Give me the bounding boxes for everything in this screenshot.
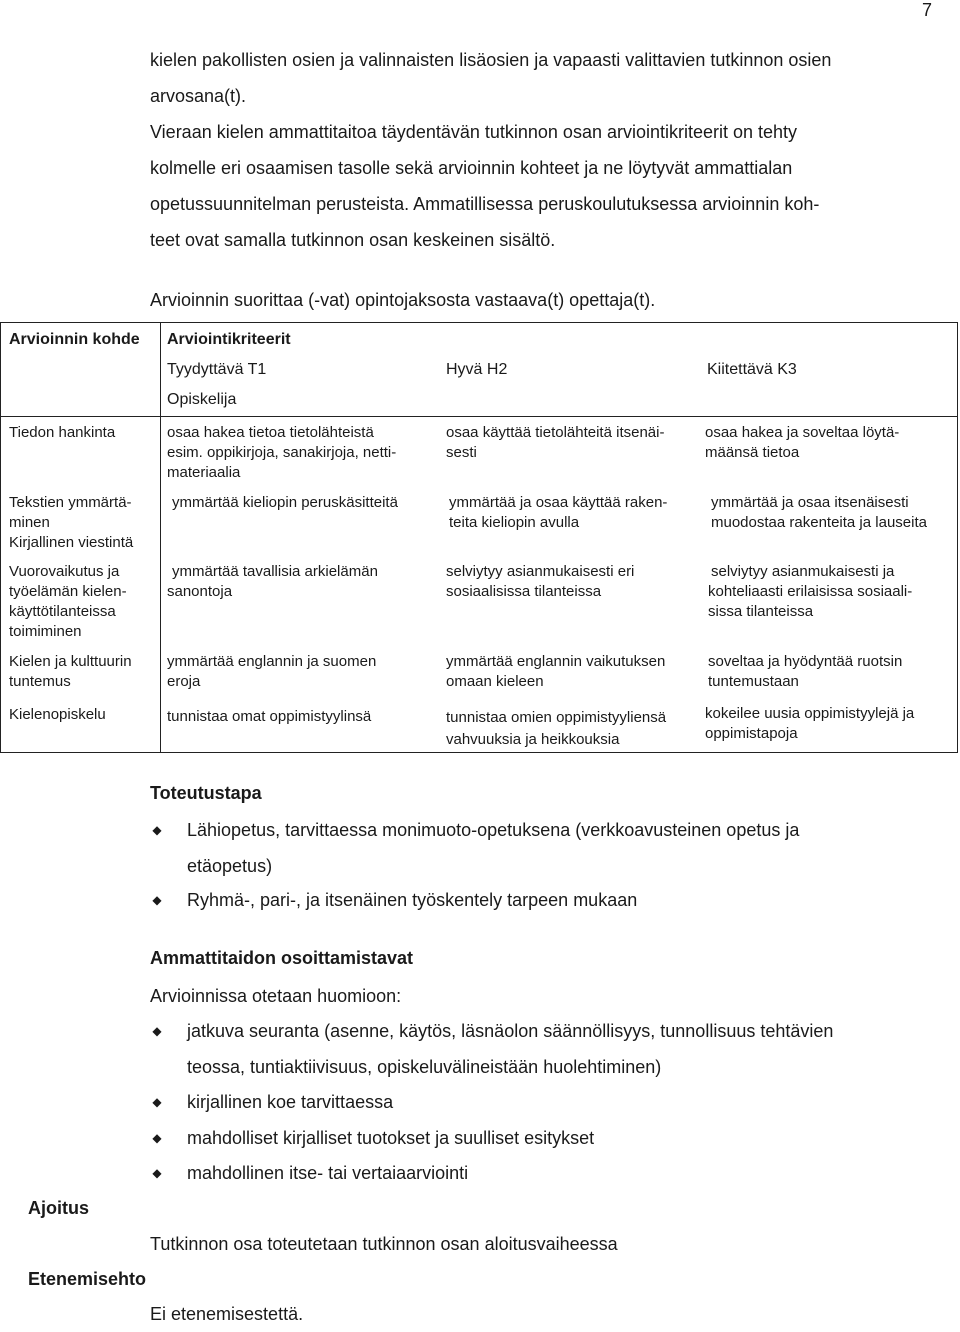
intro-paragraph [150, 42, 940, 258]
subheader-opiskelija: Opiskelija [167, 391, 237, 408]
cell-line: osaa hakea ja soveltaa löytä- [705, 424, 900, 441]
cell-line: sosiaalisissa tilanteissa [446, 583, 602, 600]
cell-line: muodostaa rakenteita ja lauseita [711, 514, 927, 531]
cell-line: eroja [167, 673, 201, 690]
cell-line: ymmärtää englannin vaikutuksen [446, 653, 666, 670]
cell-line: tuntemustaan [708, 673, 799, 690]
cell-line: ymmärtää kieliopin peruskäsitteitä [172, 494, 398, 511]
cell-line: soveltaa ja hyödyntää ruotsin [708, 653, 903, 670]
etenemisehto-heading: Etenemisehto [28, 1269, 147, 1289]
cell-line: osaa hakea tietoa tietolähteistä [167, 424, 374, 441]
cell-line: määnsä tietoa [705, 444, 800, 461]
intro-line: arvosana(t). [150, 86, 247, 106]
cell-line: työelämän kielen- [9, 583, 127, 600]
row-h2 [446, 562, 634, 602]
row-kohde [9, 562, 127, 642]
row-k3 [711, 493, 927, 533]
cell-line: oppimistapoja [705, 725, 798, 742]
row-kohde [9, 705, 106, 725]
level-k3: Kiitettävä K3 [707, 361, 797, 378]
row-k3 [705, 423, 899, 463]
cell-line: kokeilee uusia oppimistyylejä ja [705, 705, 915, 722]
toteutustapa-heading: Toteutustapa [150, 783, 262, 803]
level-t1: Tyydyttävä T1 [167, 361, 267, 378]
list-item-line: mahdollinen itse- tai vertaiaarviointi [187, 1163, 469, 1183]
cell-line: selviytyy asianmukaisesti ja [711, 563, 895, 580]
cell-line: ymmärtää tavallisia arkielämän [172, 563, 378, 580]
list-item-line: mahdolliset kirjalliset tuotokset ja suulliset esitykset [187, 1128, 595, 1148]
cell-line: tunnistaa omien oppimistyyliensä [446, 709, 667, 726]
intro-line: Vieraan kielen ammattitaitoa täydentävän tutkinnon osan arviointikriteerit on tehty [150, 122, 798, 142]
cell-line: tunnistaa omat oppimistyylinsä [167, 708, 372, 725]
list-item-line: Lähiopetus, tarvittaessa monimuoto-opetuksena (verkkoavusteinen opetus ja [187, 820, 800, 840]
list-item-line: etäopetus) [187, 856, 273, 876]
cell-line: sesti [446, 444, 477, 461]
row-t1 [167, 423, 396, 483]
row-h2 [449, 493, 667, 533]
page-number: 7 [921, 0, 932, 20]
cell-line: Tiedon hankinta [9, 424, 116, 441]
cell-line: osaa käyttää tietolähteitä itsenäi- [446, 424, 665, 441]
cell-line: minen [9, 514, 50, 531]
cell-line: esim. oppikirjoja, sanakirjoja, netti- [167, 444, 397, 461]
bullet-icon: ◆ [152, 1024, 162, 1038]
bullet-icon: ◆ [152, 893, 162, 907]
cell-line: käyttötilanteissa [9, 603, 116, 620]
cell-line: Kielen ja kulttuurin [9, 653, 132, 670]
bullet-icon: ◆ [152, 823, 162, 837]
cell-line: selviytyy asianmukaisesti eri [446, 563, 635, 580]
cell-line: Kielenopiskelu [9, 706, 106, 723]
bullet-icon: ◆ [152, 1166, 162, 1180]
row-k3 [705, 704, 914, 744]
list-item-line: kirjallinen koe tarvittaessa [187, 1092, 394, 1112]
cell-line: toimiminen [9, 623, 82, 640]
row-t1 [167, 652, 376, 692]
level-h2: Hyvä H2 [446, 361, 508, 378]
row-h2 [446, 707, 666, 751]
cell-line: materiaalia [167, 464, 241, 481]
cell-line: Vuorovaikutus ja [9, 563, 120, 580]
cell-line: ymmärtää englannin ja suomen [167, 653, 377, 670]
bullet-icon: ◆ [152, 1095, 162, 1109]
ammattitaito-intro: Arvioinnissa otetaan huomioon: [150, 986, 402, 1006]
cell-line: teita kieliopin avulla [449, 514, 580, 531]
cell-line: tuntemus [9, 673, 71, 690]
row-k3 [708, 562, 913, 622]
intro-line: opetussuunnitelman perusteista. Ammatillisessa peruskoulutuksessa arvioinnin koh- [150, 194, 820, 214]
cell-line: sissa tilanteissa [708, 603, 814, 620]
cell-line: Kirjallinen viestintä [9, 534, 134, 551]
row-h2 [446, 652, 665, 692]
table-divider [160, 323, 161, 752]
assessor-line: Arvioinnin suorittaa (-vat) opintojaksosta vastaava(t) opettaja(t). [150, 290, 656, 310]
row-kohde [9, 423, 115, 443]
col-header-kohde: Arvioinnin kohde [9, 331, 140, 348]
row-t1 [172, 493, 398, 513]
ammattitaito-heading: Ammattitaidon osoittamistavat [150, 948, 414, 968]
row-t1 [167, 562, 378, 602]
row-t1 [167, 707, 371, 727]
table-divider [1, 416, 957, 417]
assessment-table [0, 322, 958, 753]
row-k3 [708, 652, 902, 692]
cell-line: sanontoja [167, 583, 233, 600]
cell-line: vahvuuksia ja heikkouksia [446, 731, 620, 748]
list-item-line: jatkuva seuranta (asenne, käytös, läsnäolon säännöllisyys, tunnollisuus tehtävien [187, 1021, 834, 1041]
cell-line: ymmärtää ja osaa itsenäisesti [711, 494, 909, 511]
row-h2 [446, 423, 664, 463]
cell-line: kohteliaasti erilaisissa sosiaali- [708, 583, 913, 600]
list-item-line: teossa, tuntiaktiivisuus, opiskeluvälineistään huolehtiminen) [187, 1057, 662, 1077]
row-kohde [9, 493, 133, 553]
bullet-icon: ◆ [152, 1131, 162, 1145]
ajoitus-heading: Ajoitus [28, 1198, 89, 1218]
ajoitus-text: Tutkinnon osa toteutetaan tutkinnon osan aloitusvaiheessa [150, 1234, 618, 1254]
intro-line: kolmelle eri osaamisen tasolle sekä arvioinnin kohteet ja ne löytyvät ammattialan [150, 158, 793, 178]
intro-line: kielen pakollisten osien ja valinnaisten lisäosien ja vapaasti valittavien tutkinnon osien [150, 50, 832, 70]
cell-line: omaan kieleen [446, 673, 544, 690]
cell-line: ymmärtää ja osaa käyttää raken- [449, 494, 668, 511]
list-item-line: Ryhmä-, pari-, ja itsenäinen työskentely tarpeen mukaan [187, 890, 638, 910]
etenemisehto-text: Ei etenemisestettä. [150, 1304, 304, 1324]
cell-line: Tekstien ymmärtä- [9, 494, 132, 511]
row-kohde [9, 652, 132, 692]
col-header-criteria: Arviointikriteerit [167, 331, 291, 348]
intro-line: teet ovat samalla tutkinnon osan keskeinen sisältö. [150, 230, 556, 250]
